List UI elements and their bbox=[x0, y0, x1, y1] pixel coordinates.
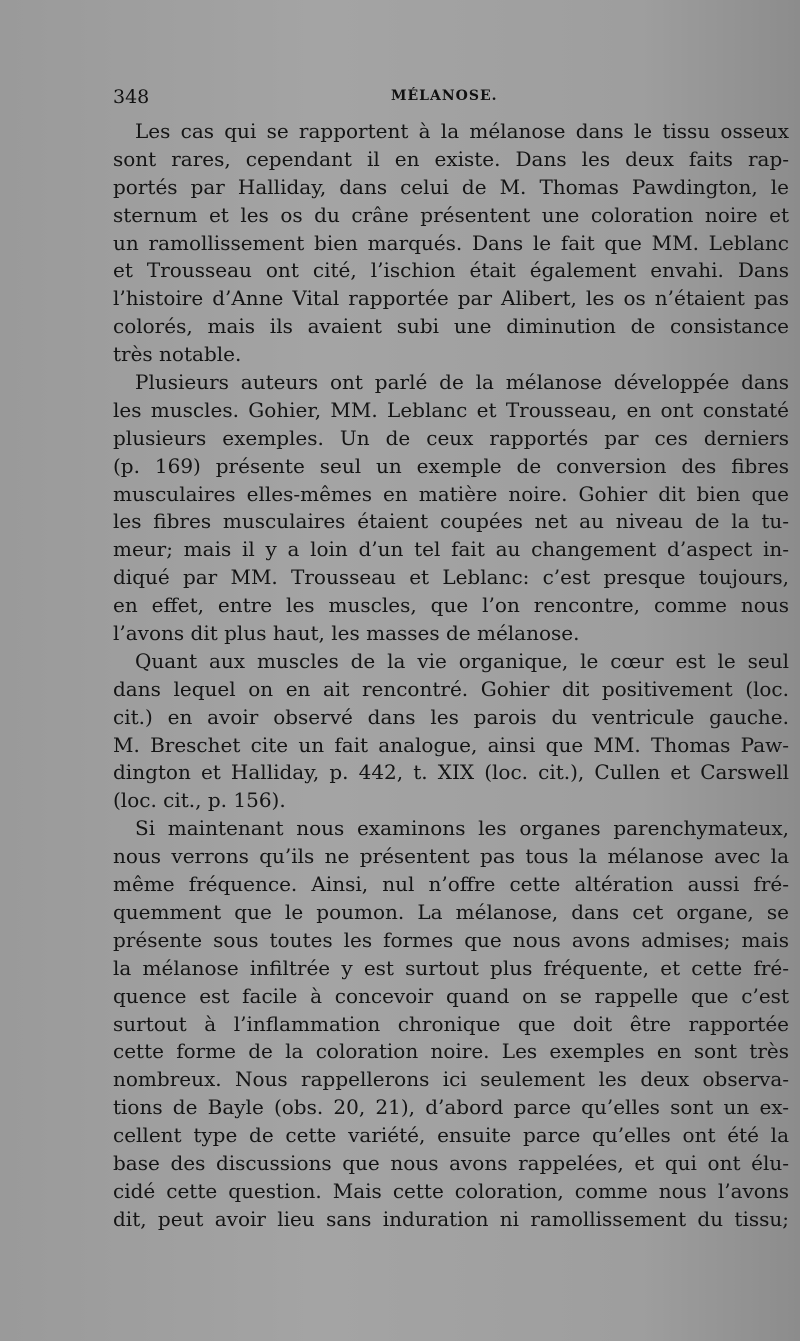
text-line: l’avons dit plus haut, les masses de mélanose. bbox=[113, 621, 580, 646]
text-line: les fibres musculaires étaient coupées net au niveau de la tu- bbox=[113, 509, 789, 534]
paragraph bbox=[113, 118, 789, 369]
text-line: colorés, mais ils avaient subi une diminution de consistance bbox=[113, 314, 789, 339]
text-line: Quant aux muscles de la vie organique, le cœur est le seul bbox=[135, 648, 789, 673]
text-line: sont rares, cependant il en existe. Dans les deux faits rap- bbox=[113, 146, 789, 171]
text-line: surtout à l’inflammation chronique que doit être rapportée bbox=[113, 1011, 789, 1036]
text-line: musculaires elles-mêmes en matière noire. Gohier dit bien que bbox=[113, 481, 789, 506]
text-line: dington et Halliday, p. 442, t. XIX (loc. cit.), Cullen et Carswell bbox=[113, 760, 789, 785]
text-line: même fréquence. Ainsi, nul n’offre cette altération aussi fré- bbox=[113, 872, 789, 897]
text-line: nombreux. Nous rappellerons ici seulement les deux observa- bbox=[113, 1067, 789, 1092]
text-line: Si maintenant nous examinons les organes parenchymateux, bbox=[135, 816, 789, 841]
text-line: nous verrons qu’ils ne présentent pas tous la mélanose avec la bbox=[113, 844, 789, 869]
text-line: Les cas qui se rapportent à la mélanose dans le tissu osseux bbox=[135, 119, 789, 143]
running-title: MÉLANOSE. bbox=[391, 88, 498, 104]
text-line: plusieurs exemples. Un de ceux rapportés par ces derniers bbox=[113, 425, 789, 450]
text-line: diqué par MM. Trousseau et Leblanc: c’est presque toujours, bbox=[113, 565, 789, 590]
text-line: sternum et les os du crâne présentent une coloration noire et bbox=[113, 202, 789, 227]
text-line: dit, peut avoir lieu sans induration ni ramollissement du tissu; bbox=[113, 1206, 789, 1231]
text-line: portés par Halliday, dans celui de M. Thomas Pawdington, le bbox=[113, 174, 789, 199]
text-line: Plusieurs auteurs ont parlé de la mélanose développée dans bbox=[135, 370, 789, 395]
text-line: quemment que le poumon. La mélanose, dans cet organe, se bbox=[113, 899, 789, 924]
text-line: présente sous toutes les formes que nous avons admises; mais bbox=[113, 927, 789, 952]
body-text bbox=[113, 118, 789, 1234]
text-line: meur; mais il y a loin d’un tel fait au changement d’aspect in- bbox=[113, 537, 789, 562]
text-line: tions de Bayle (obs. 20, 21), d’abord parce qu’elles sont un ex- bbox=[113, 1095, 789, 1120]
paragraph bbox=[113, 369, 789, 648]
paragraph bbox=[113, 815, 789, 1233]
text-line: (loc. cit., p. 156). bbox=[113, 788, 286, 813]
text-line: cit.) en avoir observé dans les parois du ventricule gauche. bbox=[113, 704, 789, 729]
text-line: cette forme de la coloration noire. Les exemples en sont très bbox=[113, 1039, 789, 1064]
text-line: cellent type de cette variété, ensuite parce qu’elles ont été la bbox=[113, 1123, 789, 1148]
text-line: la mélanose infiltrée y est surtout plus fréquente, et cette fré- bbox=[113, 955, 789, 980]
paragraph bbox=[113, 648, 789, 815]
text-line: cidé cette question. Mais cette coloration, comme nous l’avons bbox=[113, 1178, 789, 1203]
text-line: en effet, entre les muscles, que l’on rencontre, comme nous bbox=[113, 593, 789, 618]
text-line: très notable. bbox=[113, 342, 242, 367]
text-line: quence est facile à concevoir quand on se rappelle que c’est bbox=[113, 983, 789, 1008]
text-line: un ramollissement bien marqués. Dans le fait que MM. Leblanc bbox=[113, 230, 789, 255]
page-number: 348 bbox=[113, 86, 150, 108]
text-line: l’histoire d’Anne Vital rapportée par Alibert, les os n’étaient pas bbox=[113, 286, 789, 311]
text-line: (p. 169) présente seul un exemple de conversion des fibres bbox=[113, 453, 789, 478]
text-line: M. Breschet cite un fait analogue, ainsi que MM. Thomas Paw- bbox=[113, 732, 789, 757]
text-line: les muscles. Gohier, MM. Leblanc et Trousseau, en ont constaté bbox=[113, 397, 789, 422]
page-header bbox=[113, 86, 789, 114]
text-line: dans lequel on en ait rencontré. Gohier dit positivement (loc. bbox=[113, 676, 789, 701]
text-line: base des discussions que nous avons rappelées, et qui ont élu- bbox=[113, 1150, 789, 1175]
text-line: et Trousseau ont cité, l’ischion était également envahi. Dans bbox=[113, 258, 789, 283]
